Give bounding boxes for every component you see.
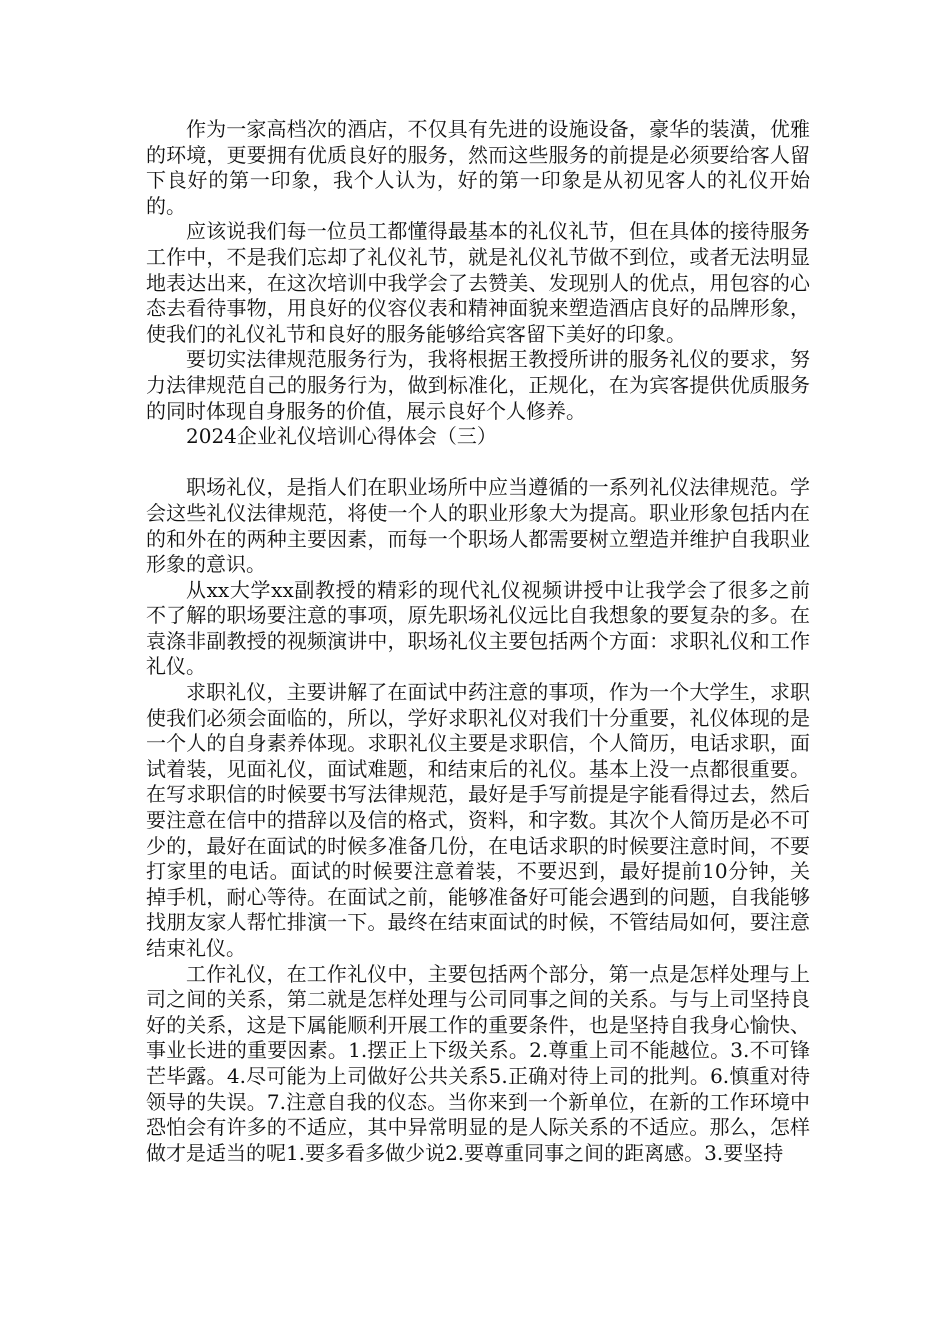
- paragraph-work-etiquette: 工作礼仪，在工作礼仪中，主要包括两个部分，第一点是怎样处理与上司之间的关系，第二就是怎样处理与公司同事之间的关系。与与上司坚持良好的关系，这是下属能顺利开展工作的重要条件，也是坚持自我身心愉快、事业长进的重要因素。1.摆正上下级关系。2.尊重上司不能越位。3.不可锋芒毕露。4.尽可能为上司做好公共关系5.正确对待上司的批判。6.慎重对待领导的失误。7.注意自我的仪态。当你来到一个新单位，在新的工作环境中恐怕会有许多的不适应，其中异常明显的是人际关系的不适应。那么，怎样做才是适当的呢1.要多看多做少说2.要尊重同事之间的距离感。3.要坚持: [146, 961, 810, 1165]
- document-page: [146, 117, 810, 1166]
- paragraph-job-seeking-etiquette: 求职礼仪，主要讲解了在面试中药注意的事项，作为一个大学生，求职使我们必须会面临的，所以，学好求职礼仪对我们十分重要，礼仪体现的是一个人的自身素养体现。求职礼仪主要是求职信，个人简历，电话求职，面试着装，见面礼仪，面试难题，和结束后的礼仪。基本上没一点都很重要。在写求职信的时候要书写法律规范，最好是手写前提是字能看得过去，然后要注意在信中的措辞以及信的格式，资料，和字数。其次个人简历是必不可少的，最好在面试的时候多准备几份，在电话求职的时候要注意时间，不要打家里的电话。面试的时候要注意着装，不要迟到，最好提前10分钟，关掉手机，耐心等待。在面试之前，能够准备好可能会遇到的问题，自我能够找朋友家人帮忙排演一下。最终在结束面试的时候，不管结局如何，要注意结束礼仪。: [146, 680, 810, 960]
- paragraph-workplace-etiquette: 职场礼仪，是指人们在职业场所中应当遵循的一系列礼仪法律规范。学会这些礼仪法律规范，将使一个人的职业形象大为提高。职业形象包括内在的和外在的两种主要因素，而每一个职场人都需要树立塑造并维护自我职业形象的意识。: [146, 475, 810, 577]
- paragraph-etiquette-basics: 应该说我们每一位员工都懂得最基本的礼仪礼节，但在具体的接待服务工作中，不是我们忘却了礼仪礼节，就是礼仪礼节做不到位，或者无法明显地表达出来，在这次培训中我学会了去赞美、发现别人的优点，用包容的心态去看待事物，用良好的仪容仪表和精神面貌来塑造酒店良好的品牌形象，使我们的礼仪礼节和良好的服务能够给宾客留下美好的印象。: [146, 219, 810, 346]
- blank-line: [146, 450, 810, 476]
- paragraph-service-standards: 要切实法律规范服务行为，我将根据王教授所讲的服务礼仪的要求，努力法律规范自己的服务行为，做到标准化，正规化，在为宾客提供优质服务的同时体现自身服务的价值，展示良好个人修养。: [146, 347, 810, 423]
- paragraph-video-lecture: 从xx大学xx副教授的精彩的现代礼仪视频讲授中让我学会了很多之前不了解的职场要注意的事项，原先职场礼仪远比自我想象的要复杂的多。在袁涤非副教授的视频演讲中，职场礼仪主要包括两个方面：求职礼仪和工作礼仪。: [146, 577, 810, 679]
- paragraph-hotel-first-impression: 作为一家高档次的酒店，不仅具有先进的设施设备，豪华的装潢，优雅的环境，更要拥有优质良好的服务，然而这些服务的前提是必须要给客人留下良好的第一印象，我个人认为，好的第一印象是从初见客人的礼仪开始的。: [146, 117, 810, 218]
- section-heading: 2024企业礼仪培训心得体会（三）: [186, 424, 497, 449]
